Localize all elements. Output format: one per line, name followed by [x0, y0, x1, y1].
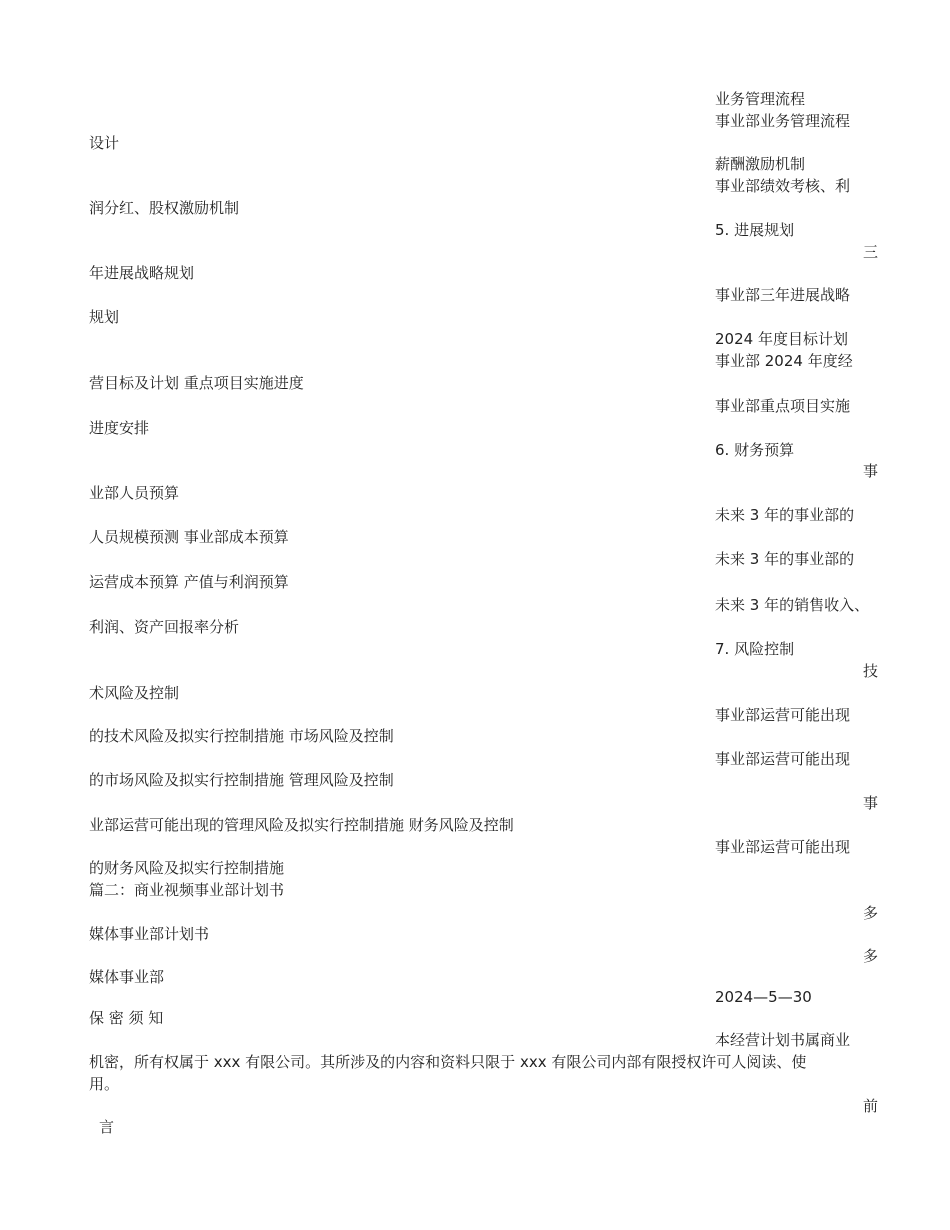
text-line: 进度安排 — [89, 419, 150, 437]
text-line: 事 — [862, 794, 878, 812]
document-heading: 篇二：商业视频事业部计划书 — [89, 881, 285, 899]
text-line: 三 — [862, 243, 878, 261]
text-line: 多 — [862, 904, 878, 922]
text-line: 技 — [862, 662, 878, 680]
text-line: 的技术风险及拟实行控制措施 市场风险及控制 — [89, 727, 394, 745]
text-line: 术风险及控制 — [89, 684, 180, 702]
confidentiality-heading: 保 密 须 知 — [89, 1009, 164, 1027]
text-line: 机密，所有权属于 xxx 有限公司。其所涉及的内容和资料只限于 xxx 有限公司内部有限授权许可人阅读、使 — [89, 1053, 807, 1071]
text-line: 润分红、股权激励机制 — [89, 199, 240, 217]
text-line: 媒体事业部 — [89, 968, 165, 986]
text-line: 前 — [862, 1097, 878, 1115]
text-line: 业部运营可能出现的管理风险及拟实行控制措施 财务风险及控制 — [89, 816, 514, 834]
text-line: 事业部业务管理流程 — [715, 112, 851, 130]
text-line: 未来 3 年的事业部的 — [715, 506, 855, 524]
text-line: 薪酬激励机制 — [715, 155, 806, 173]
text-line: 事业部绩效考核、利 — [715, 177, 851, 195]
text-line: 事业部运营可能出现 — [715, 706, 851, 724]
text-line: 事 — [862, 462, 878, 480]
text-line: 营目标及计划 重点项目实施进度 — [89, 374, 304, 392]
text-line: 本经营计划书属商业 — [715, 1031, 851, 1049]
text-line: 多 — [862, 947, 878, 965]
text-line: 利润、资产回报率分析 — [89, 618, 240, 636]
text-line: 言 — [99, 1118, 115, 1136]
document-title: 媒体事业部计划书 — [89, 925, 210, 943]
text-line: 未来 3 年的事业部的 — [715, 550, 855, 568]
text-line: 事业部运营可能出现 — [715, 838, 851, 856]
text-line: 运营成本预算 产值与利润预算 — [89, 573, 289, 591]
text-line: 人员规模预测 事业部成本预算 — [89, 528, 289, 546]
document-date: 2024—5—30 — [715, 988, 812, 1006]
section-heading: 5. 进展规划 — [715, 221, 795, 239]
section-heading: 6. 财务预算 — [715, 441, 795, 459]
text-line: 的市场风险及拟实行控制措施 管理风险及控制 — [89, 771, 394, 789]
text-line: 的财务风险及拟实行控制措施 — [89, 859, 285, 877]
text-line: 业务管理流程 — [715, 90, 806, 108]
text-line: 事业部 2024 年度经 — [715, 352, 853, 370]
text-line: 用。 — [89, 1075, 120, 1093]
text-line: 未来 3 年的销售收入、 — [715, 596, 870, 614]
section-heading: 7. 风险控制 — [715, 640, 795, 658]
text-line: 设计 — [89, 134, 120, 152]
text-line: 2024 年度目标计划 — [715, 330, 848, 348]
text-line: 事业部三年进展战略 — [715, 286, 851, 304]
text-line: 事业部重点项目实施 — [715, 397, 851, 415]
text-line: 规划 — [89, 308, 120, 326]
text-line: 年进展战略规划 — [89, 264, 195, 282]
text-line: 业部人员预算 — [89, 484, 180, 502]
text-line: 事业部运营可能出现 — [715, 750, 851, 768]
